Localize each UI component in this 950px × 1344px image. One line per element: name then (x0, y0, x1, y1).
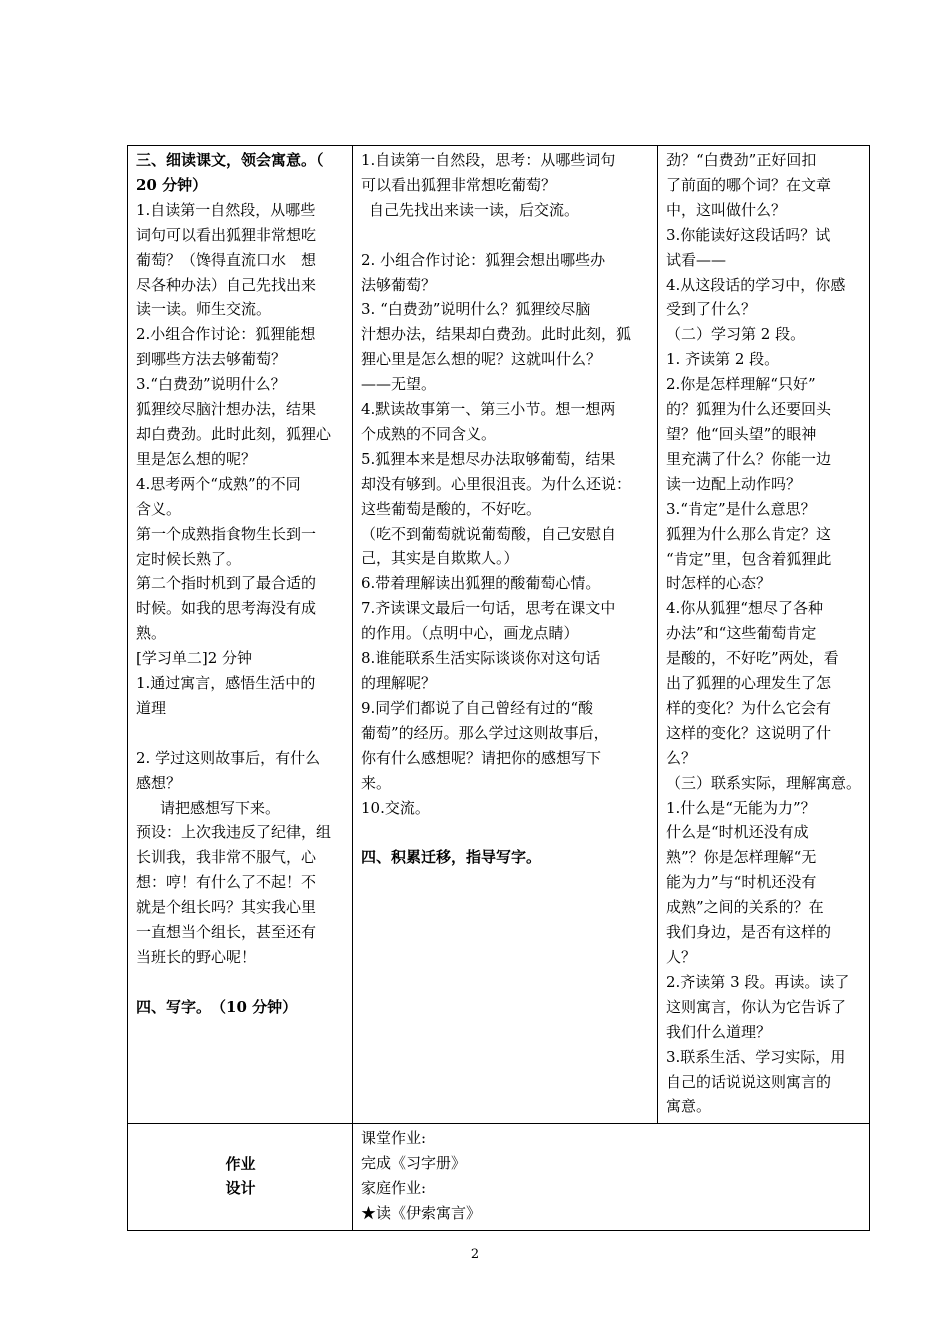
col1-line: 到哪些方法去够葡萄？ (136, 350, 287, 369)
col2-line: 自己先找出来读一读，后交流。 (369, 200, 580, 219)
col3-line: 我们什么道理？ (666, 1022, 772, 1041)
col1-line: 2. 学过这则故事后，有什么 (136, 748, 321, 767)
homework-label-line1: 作业 (225, 1155, 256, 1174)
col1-line: 长训我，我非常不服气，心 (136, 848, 317, 867)
col2-line: 个成熟的不同含义。 (361, 424, 497, 443)
col3-line: 2.你是怎样理解“只好” (666, 375, 816, 394)
col1-line: 狐狸绞尽脑汁想办法，结果 (136, 400, 317, 419)
col1-line: 道理 (136, 698, 167, 717)
col1-line: 熟。 (136, 624, 167, 643)
col3-line: 的？狐狸为什么还要回头 (666, 400, 832, 419)
col3-line: 4.你从狐狸“想尽了各种 (666, 599, 823, 618)
col3-line: 3.联系生活、学习实际，用 (666, 1047, 846, 1066)
col1-line: 尽各种办法）自己先找出来 (136, 275, 317, 294)
col3-line: 读一边配上动作吗？ (666, 474, 802, 493)
col3-line: 中，这叫做什么？ (666, 200, 787, 219)
col1-line: 里是怎么想的呢？ (136, 449, 257, 468)
col2-line: 法够葡萄？ (361, 275, 437, 294)
col2-line: 3. “白费劲”说明什么？狐狸绞尽脑 (361, 300, 591, 319)
col1-line: 预设：上次我违反了纪律，组 (136, 823, 332, 842)
col2-line (361, 820, 650, 845)
homework-label-cell (128, 1124, 353, 1231)
col1-line: 第二个指时机到了最合适的 (136, 574, 317, 593)
col3-line: 出了狐狸的心理发生了怎 (666, 674, 832, 693)
col1-line: 1.通过寓言，感悟生活中的 (136, 674, 316, 693)
col1-line: 时候。如我的思考海没有成 (136, 599, 317, 618)
col2-line: 己，其实是自欺欺人。） (361, 549, 519, 568)
col1-line: 2.小组合作讨论：狐狸能想 (136, 325, 316, 344)
lesson-content-row (128, 146, 870, 1124)
col3-line: “肯定”里，包含着狐狸此 (666, 549, 832, 568)
col2-line: 四、积累迁移，指导写字。 (361, 848, 542, 867)
homework-line: ★读《伊索寓言》 (361, 1204, 482, 1223)
homework-line: 课堂作业: (361, 1129, 427, 1148)
col1-line: 四、写字。 （10 分钟） (136, 997, 298, 1016)
col2-line: 6.带着理解读出狐狸的酸葡萄心情。 (361, 574, 601, 593)
col3-line: 1. 齐读第 2 段。 (666, 350, 780, 369)
col2-line: 的作用。（点明中心，画龙点睛） (361, 624, 579, 643)
col1-line: 4.思考两个“成熟”的不同 (136, 474, 301, 493)
col2-line: 来。 (361, 773, 392, 792)
col3-line: 4.从这段话的学习中，你感 (666, 275, 846, 294)
col3-line: 自己的话说说这则寓言的 (666, 1072, 832, 1091)
col1-line: 第一个成熟指食物生长到一 (136, 524, 317, 543)
col3-line: 2.齐读第 3 段。再读。读了 (666, 972, 850, 991)
col3-line: 里充满了什么？你能一边 (666, 449, 832, 468)
col2-line: 却没有够到。心里很沮丧。为什么还说： (361, 474, 632, 493)
col2-line: （吃不到葡萄就说葡萄酸，自己安慰自 (361, 524, 617, 543)
col3-line: 么？ (666, 748, 697, 767)
col2-line: 你有什么感想呢？请把你的感想写下 (361, 748, 602, 767)
homework-row (128, 1124, 870, 1231)
col3-line: （三）联系实际，理解寓意。 (666, 773, 862, 792)
col1-line: 词句可以看出狐狸非常想吃 (136, 225, 317, 244)
col3-line: 什么是“时机还没有成 (666, 823, 809, 842)
col1-line: 3.“白费劲”说明什么？ (136, 375, 286, 394)
homework-line: 家庭作业: (361, 1179, 427, 1198)
col2-line: 1.自读第一自然段，思考：从哪些词句 (361, 151, 616, 169)
col2-line: 汁想办法，结果却白费劲。此时此刻，狐 (361, 325, 632, 344)
student-activity-column (128, 146, 353, 1124)
col2-line: 这些葡萄是酸的，不好吃。 (361, 499, 542, 518)
col2-line: 葡萄”的经历。那么学过这则故事后， (361, 723, 609, 742)
col3-line: 办法”和“这些葡萄肯定 (666, 624, 817, 643)
col3-line: 3.你能读好这段话吗？试 (666, 225, 831, 244)
col3-line: 这则寓言，你认为它告诉了 (666, 997, 847, 1016)
col2-line: 狸心里是怎么想的呢？这就叫什么？ (361, 350, 602, 369)
col2-line: 9.同学们都说了自己曾经有过的“酸 (361, 698, 593, 717)
homework-content-cell (353, 1124, 870, 1231)
page-number: 2 (470, 1247, 480, 1262)
col1-line: 一直想当个组长，甚至还有 (136, 923, 317, 942)
col3-line: 劲？“白费劲”正好回扣 (666, 151, 817, 169)
col3-line: 狐狸为什么那么肯定？这 (666, 524, 832, 543)
col3-line: 熟”？你是怎样理解“无 (666, 848, 817, 867)
col3-line: 了前面的哪个词？在文章 (666, 175, 832, 194)
col1-line: 20 分钟） (136, 175, 208, 194)
col1-line: 就是个组长吗？其实我心里 (136, 898, 317, 917)
homework-label-line2: 设计 (225, 1179, 256, 1198)
col3-line: 寓意。 (666, 1097, 712, 1116)
col1-line: 含义。 (136, 499, 182, 518)
col1-line: 当班长的野心呢！ (136, 947, 257, 966)
col3-line: 受到了什么？ (666, 300, 757, 319)
col2-line: ——无望。 (361, 375, 437, 394)
col1-line: 定时候长熟了。 (136, 549, 242, 568)
col3-line: 试看—— (666, 250, 727, 269)
col3-line: （二）学习第 2 段。 (666, 325, 806, 344)
col2-line: 5.狐狸本来是想尽办法取够葡萄，结果 (361, 449, 616, 468)
col1-line: 感想？ (136, 773, 182, 792)
col2-line: 8.谁能联系生活实际谈谈你对这句话 (361, 649, 601, 668)
col1-line: 1.自读第一自然段，从哪些 (136, 200, 316, 219)
col1-line: [学习单二]2 分钟 (136, 649, 253, 668)
col3-line: 时怎样的心态？ (666, 574, 772, 593)
col3-line: 样的变化？为什么它会有 (666, 698, 832, 717)
col2-line: 可以看出狐狸非常想吃葡萄？ (361, 175, 557, 194)
col1-line (136, 721, 345, 746)
teacher-guidance-column (658, 146, 870, 1124)
col3-line: 3.“肯定”是什么意思？ (666, 499, 816, 518)
col1-line: 三、细读课文，领会寓意。（ (136, 151, 324, 169)
col1-line: 想：哼！有什么了不起！不 (136, 873, 317, 892)
col2-line: 7.齐读课文最后一句话，思考在课文中 (361, 599, 616, 618)
col3-line: 这样的变化？这说明了什 (666, 723, 832, 742)
col3-line: 人？ (666, 948, 697, 966)
col1-line: 请把感想写下来。 (160, 798, 281, 817)
col2-line: 的理解呢？ (361, 674, 437, 693)
learning-steps-column (353, 146, 658, 1124)
col3-line: 望？他“回头望”的眼神 (666, 424, 817, 443)
col2-line: 10.交流。 (361, 798, 430, 817)
col1-line: 读一读。师生交流。 (136, 300, 272, 319)
col2-line: 2. 小组合作讨论：狐狸会想出哪些办 (361, 250, 606, 269)
col1-line: 葡萄？（馋得直流口水 想 (136, 250, 317, 269)
homework-line: 完成《习字册》 (361, 1154, 467, 1173)
lesson-plan-table (127, 145, 870, 1231)
col3-line: 1.什么是“无能为力”？ (666, 798, 816, 817)
col1-line: 却白费劲。此时此刻，狐狸心 (136, 424, 332, 443)
col2-line: 4.默读故事第一、第三小节。想一想两 (361, 400, 616, 419)
col3-line: 能为力”与“时机还没有 (666, 873, 817, 892)
col3-line: 成熟”之间的关系的？在 (666, 898, 824, 917)
col1-line (136, 970, 345, 995)
col2-line (361, 223, 650, 248)
col3-line: 是酸的，不好吃”两处，看 (666, 649, 839, 668)
col3-line: 我们身边，是否有这样的 (666, 923, 832, 942)
